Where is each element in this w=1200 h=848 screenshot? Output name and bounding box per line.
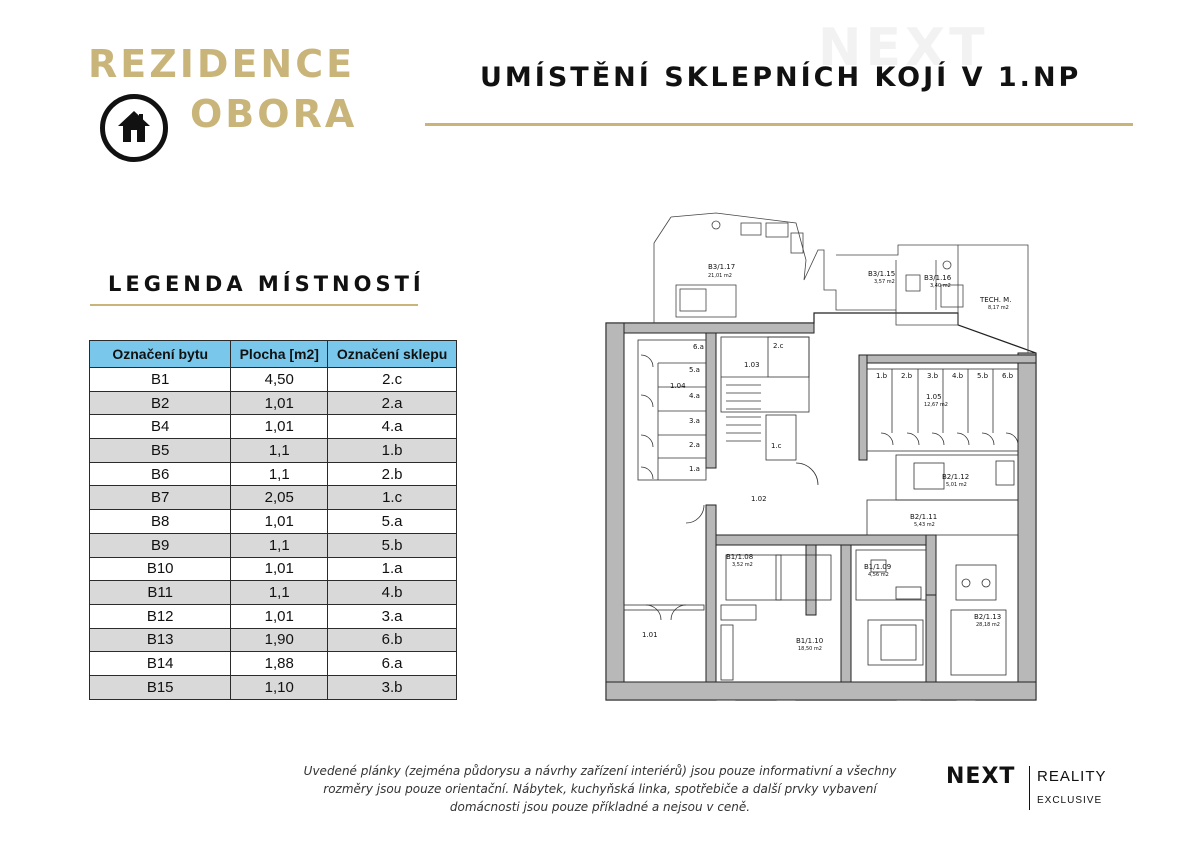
column-header-area: Plocha [m2] xyxy=(231,341,328,368)
cell-cellar: 5.b xyxy=(328,533,457,557)
legend-title: LEGENDA MÍSTNOSTÍ xyxy=(108,272,425,296)
table-row xyxy=(90,652,457,676)
room-area: 3,52 m2 xyxy=(732,562,753,568)
agency-name: NEXT xyxy=(946,764,1016,789)
brand-name-line1: REZIDENCE xyxy=(88,42,356,86)
room-label: TECH. M. xyxy=(980,296,1012,304)
cell-cellar: 6.a xyxy=(328,652,457,676)
cell-area: 1,01 xyxy=(231,557,328,581)
cell-area: 1,10 xyxy=(231,675,328,699)
cell-apartment: B12 xyxy=(90,604,231,628)
cellar-label: 2.c xyxy=(773,342,784,350)
cell-cellar: 1.a xyxy=(328,557,457,581)
cellar-label: 6.b xyxy=(1002,372,1014,380)
disclaimer-line: rozměry jsou pouze orientační. Nábytek, kuchyňská linka, spotřebiče a další prvky vybavení xyxy=(323,782,877,796)
room-label: B1/1.10 xyxy=(796,637,824,645)
table-row xyxy=(90,604,457,628)
cell-cellar: 4.a xyxy=(328,415,457,439)
disclaimer-line: Uvedené plánky (zejména půdorysu a návrhy zařízení interiérů) jsou pouze informativní a všechny xyxy=(303,764,897,778)
table-row xyxy=(90,462,457,486)
cellar-block-left xyxy=(638,340,706,480)
cell-apartment: B8 xyxy=(90,510,231,534)
cell-area: 1,01 xyxy=(231,510,328,534)
room-area: 28,18 m2 xyxy=(976,622,1000,628)
floor-plan xyxy=(596,205,1058,715)
cell-area: 1,1 xyxy=(231,439,328,463)
table-row xyxy=(90,415,457,439)
cell-apartment: B4 xyxy=(90,415,231,439)
table-row xyxy=(90,675,457,699)
brand-logo xyxy=(88,42,358,172)
room-label: B1/1.08 xyxy=(726,553,754,561)
room-label: B2/1.11 xyxy=(910,513,938,521)
agency-exclusive-label: EXCLUSIVE xyxy=(1037,795,1103,806)
table-row xyxy=(90,510,457,534)
cellar-label: 6.a xyxy=(693,343,704,351)
cell-area: 1,1 xyxy=(231,533,328,557)
table-row xyxy=(90,557,457,581)
cellar-label: 2.a xyxy=(689,441,700,449)
room-label: 1.01 xyxy=(642,631,658,639)
cell-apartment: B2 xyxy=(90,391,231,415)
cell-area: 1,01 xyxy=(231,604,328,628)
title-divider xyxy=(425,123,1133,126)
room-area: 5,43 m2 xyxy=(914,522,935,528)
cellar-label: 5.a xyxy=(689,366,700,374)
cell-apartment: B13 xyxy=(90,628,231,652)
cell-cellar: 2.b xyxy=(328,462,457,486)
table-row xyxy=(90,628,457,652)
room-area: 21,01 m2 xyxy=(708,273,732,279)
cellar-label: 3.b xyxy=(927,372,939,380)
room-label: B1/1.09 xyxy=(864,563,892,571)
room-label: 1.04 xyxy=(670,382,686,390)
room-area: 18,50 m2 xyxy=(798,646,822,652)
cell-cellar: 2.c xyxy=(328,368,457,392)
agency-watermark: NEXT xyxy=(818,18,989,78)
room-label: 1.03 xyxy=(744,361,760,369)
cellar-label: 2.b xyxy=(901,372,913,380)
cell-cellar: 1.c xyxy=(328,486,457,510)
cellar-block-right xyxy=(867,369,1018,451)
brand-name-line2: OBORA xyxy=(190,92,358,136)
room-label: B3/1.17 xyxy=(708,263,736,271)
room-area: 3,57 m2 xyxy=(874,279,895,285)
cell-area: 1,90 xyxy=(231,628,328,652)
cell-apartment: B7 xyxy=(90,486,231,510)
page-title: UMÍSTĚNÍ SKLEPNÍCH KOJÍ V 1.NP xyxy=(480,62,1082,93)
cell-apartment: B14 xyxy=(90,652,231,676)
room-label: B2/1.13 xyxy=(974,613,1002,621)
cellar-label: 1.b xyxy=(876,372,888,380)
cell-area: 4,50 xyxy=(231,368,328,392)
table-row xyxy=(90,581,457,605)
cell-cellar: 3.a xyxy=(328,604,457,628)
table-row xyxy=(90,391,457,415)
cell-apartment: B1 xyxy=(90,368,231,392)
cellar-label: 5.b xyxy=(977,372,989,380)
cell-cellar: 4.b xyxy=(328,581,457,605)
room-label: 1.02 xyxy=(751,495,767,503)
room-label: 1.05 xyxy=(926,393,942,401)
cellar-label: 4.a xyxy=(689,392,700,400)
cell-cellar: 5.a xyxy=(328,510,457,534)
table-row xyxy=(90,486,457,510)
house-icon xyxy=(100,94,168,162)
cell-apartment: B11 xyxy=(90,581,231,605)
cell-area: 1,1 xyxy=(231,581,328,605)
cell-apartment: B5 xyxy=(90,439,231,463)
cell-area: 2,05 xyxy=(231,486,328,510)
cell-cellar: 6.b xyxy=(328,628,457,652)
disclaimer-line: domácnosti jsou pouze příkladné a nejsou v ceně. xyxy=(449,800,751,814)
agency-logo xyxy=(946,764,1116,814)
table-header-row xyxy=(90,341,457,368)
legend-table xyxy=(89,340,457,700)
cell-apartment: B10 xyxy=(90,557,231,581)
cell-cellar: 2.a xyxy=(328,391,457,415)
legend-divider xyxy=(90,304,418,306)
cell-apartment: B15 xyxy=(90,675,231,699)
room-area: 3,40 m2 xyxy=(930,283,951,289)
table-row xyxy=(90,368,457,392)
cell-area: 1,01 xyxy=(231,415,328,439)
room-label: B2/1.12 xyxy=(942,473,970,481)
cell-apartment: B6 xyxy=(90,462,231,486)
room-area: 8,17 m2 xyxy=(988,305,1009,311)
room-area: 12,67 m2 xyxy=(924,402,948,408)
table-row xyxy=(90,439,457,463)
room-label: B3/1.15 xyxy=(868,270,896,278)
cell-area: 1,01 xyxy=(231,391,328,415)
disclaimer xyxy=(300,762,900,816)
cellar-label: 4.b xyxy=(952,372,964,380)
room-area: 4,56 m2 xyxy=(868,572,889,578)
column-header-apartment: Označení bytu xyxy=(90,341,231,368)
cell-area: 1,88 xyxy=(231,652,328,676)
room-area: 5,01 m2 xyxy=(946,482,967,488)
cell-apartment: B9 xyxy=(90,533,231,557)
agency-reality-label: REALITY xyxy=(1037,768,1107,785)
cellar-label: 1.a xyxy=(689,465,700,473)
table-row xyxy=(90,533,457,557)
room-label: B3/1.16 xyxy=(924,274,952,282)
cellar-label: 1.c xyxy=(771,442,782,450)
agency-divider xyxy=(1029,766,1030,810)
cell-cellar: 3.b xyxy=(328,675,457,699)
cell-area: 1,1 xyxy=(231,462,328,486)
column-header-cellar: Označení sklepu xyxy=(328,341,457,368)
cell-cellar: 1.b xyxy=(328,439,457,463)
cellar-label: 3.a xyxy=(689,417,700,425)
